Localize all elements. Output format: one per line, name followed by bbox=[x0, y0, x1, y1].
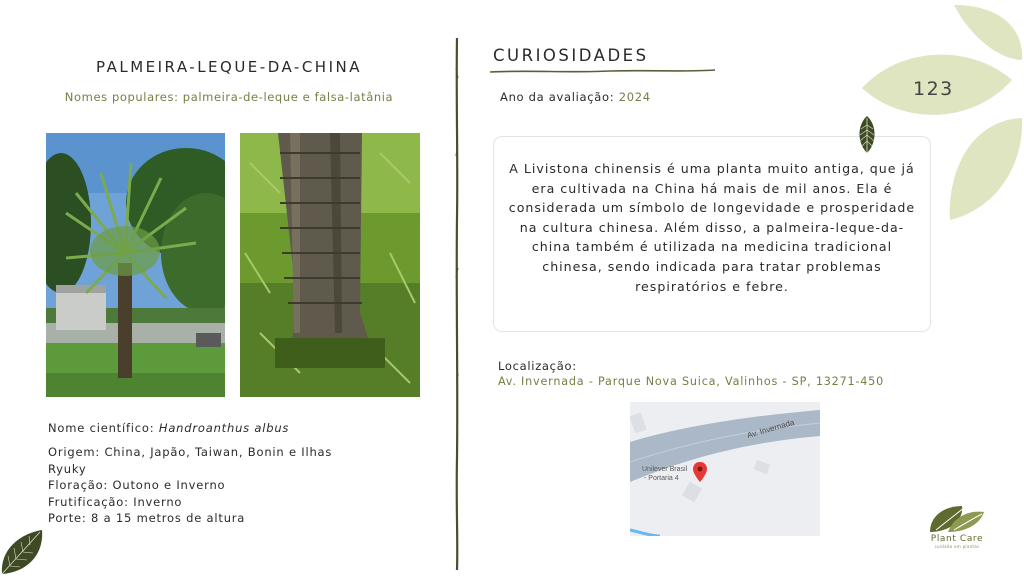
scientific-name-line bbox=[48, 420, 289, 437]
year-value: 2024 bbox=[618, 90, 651, 104]
map-poi-line1: Unilever Brasil bbox=[642, 466, 688, 473]
palm-tree-photo bbox=[46, 133, 225, 397]
fruiting-text: Frutificação: Inverno bbox=[48, 494, 183, 509]
location-label: Localização: bbox=[498, 359, 577, 373]
scientific-name: Handroanthus albus bbox=[158, 421, 290, 435]
origin-text: Origem: China, Japão, Taiwan, Bonin e Ilhas Ryuky bbox=[48, 445, 333, 476]
popular-names: Nomes populares: palmeira-de-leque e falsa-latânia bbox=[64, 90, 394, 104]
corner-leaf-icon bbox=[0, 526, 44, 576]
palm-trunk-photo bbox=[240, 133, 420, 397]
logo-leaf-icon bbox=[924, 502, 990, 534]
column-divider bbox=[452, 38, 462, 570]
curiosities-underline bbox=[490, 67, 715, 75]
location-map[interactable] bbox=[630, 402, 820, 536]
page-number: 123 bbox=[913, 78, 954, 100]
plant-title: PALMEIRA-LEQUE-DA-CHINA bbox=[95, 58, 362, 76]
plant-care-logo bbox=[924, 502, 990, 564]
plant-details bbox=[48, 444, 368, 527]
size-text: Porte: 8 a 15 metros de altura bbox=[48, 511, 246, 525]
decorative-leaves bbox=[862, 0, 1024, 225]
scientific-name-label: Nome científico: bbox=[48, 421, 159, 435]
logo-name: Plant Care bbox=[930, 534, 984, 544]
map-poi-line2: - Portaria 4 bbox=[644, 475, 679, 482]
year-label: Ano da avaliação: bbox=[500, 90, 619, 104]
flowering-text: Floração: Outono e Inverno bbox=[48, 478, 226, 492]
map-street-label: Av. Invernada bbox=[746, 417, 796, 440]
curiosity-text: A Livistona chinensis é uma planta muito antiga, que já era cultivada na China há mais de mil anos. Ela é considerada um símbolo de longevidade e prosperidade na cultura chinesa. Além disso, a palmeira-leque-da-china também é utilizada na medicina tradicional chinesa, sendo indicada para tratar problemas respiratórios e febre. bbox=[508, 161, 916, 294]
location-address[interactable]: Av. Invernada - Parque Nova Suica, Valinhos - SP, 13271-450 bbox=[498, 375, 885, 388]
curiosities-title: CURIOSIDADES bbox=[493, 46, 649, 65]
evaluation-year bbox=[500, 90, 651, 104]
logo-tagline: cuidado em plantas bbox=[934, 544, 980, 549]
